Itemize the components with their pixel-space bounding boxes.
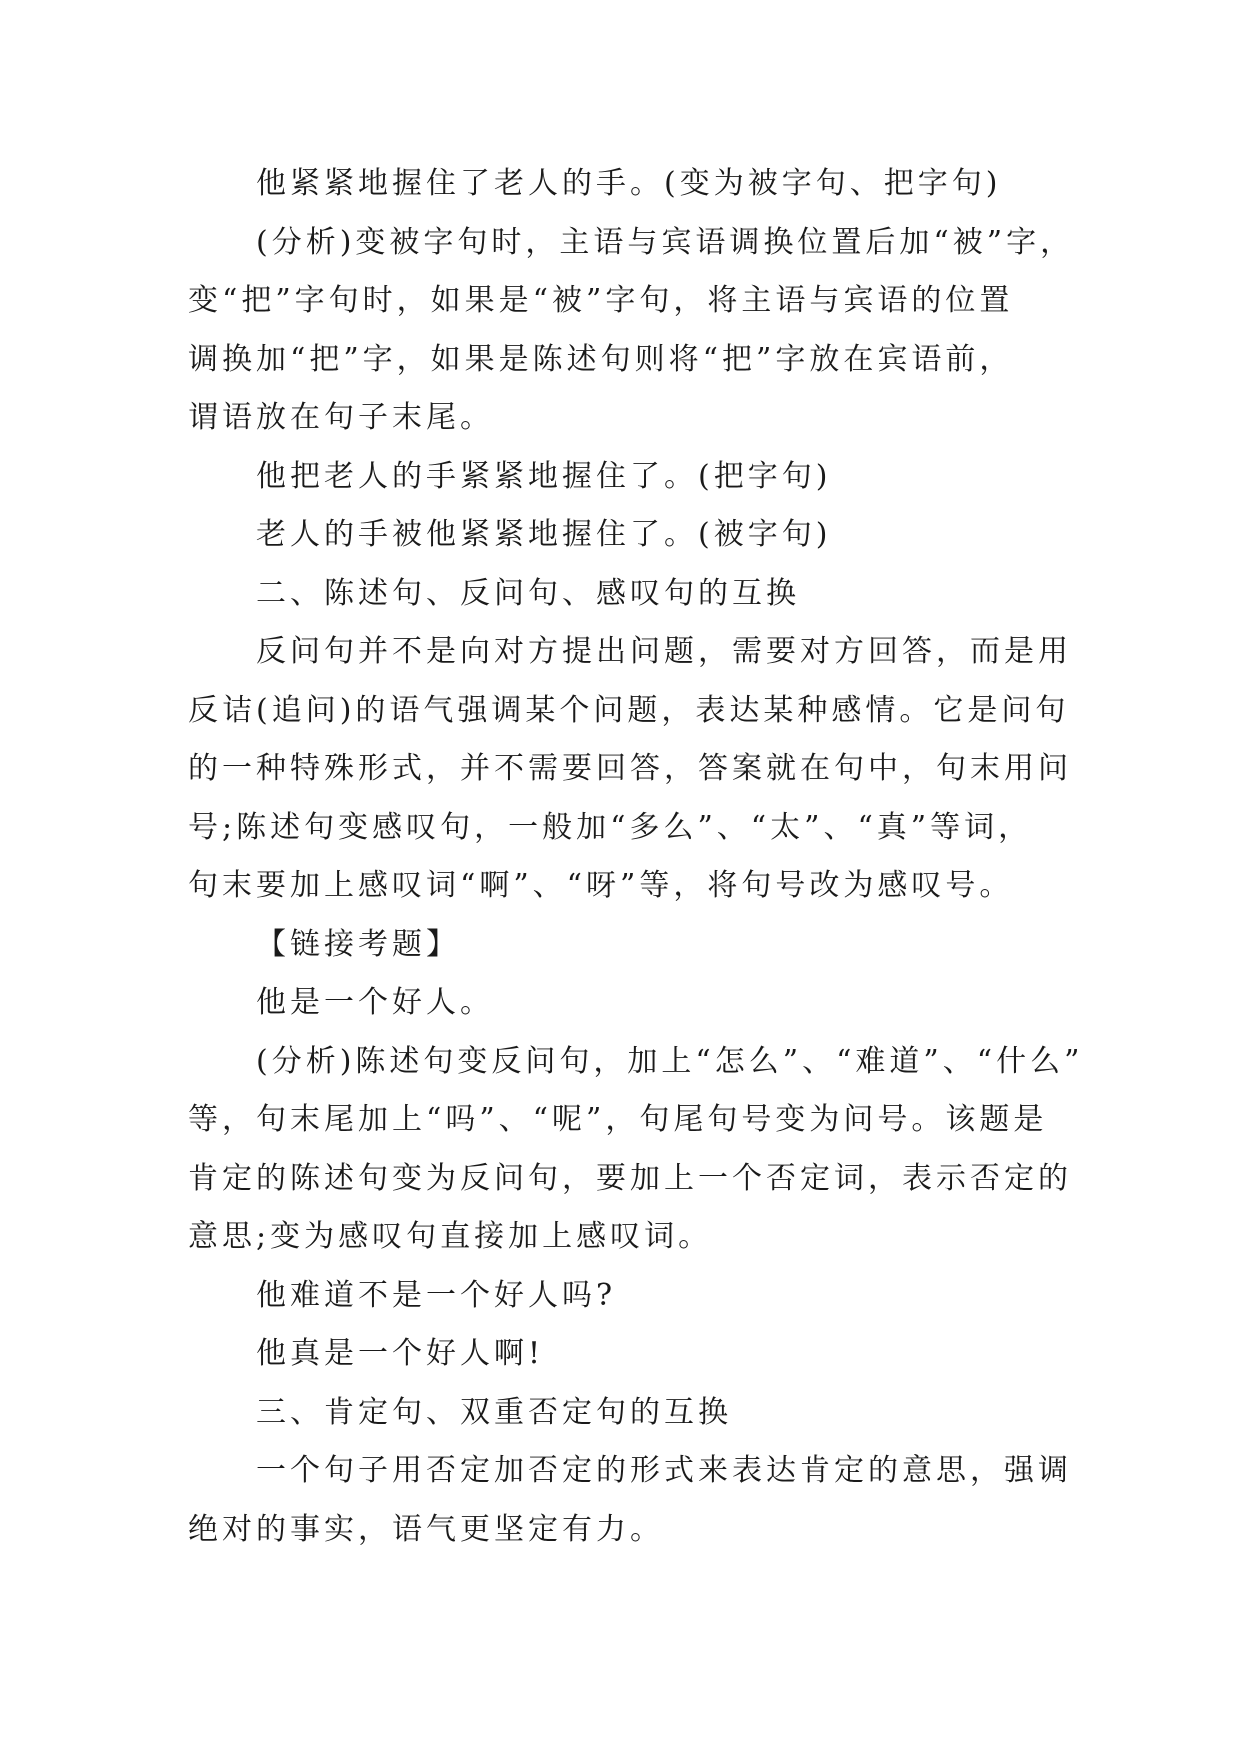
text-line: 号;陈述句变感叹句，一般加“多么”、“太”、“真”等词，	[188, 809, 1033, 845]
text-column	[188, 155, 1084, 1559]
text-line: 调换加“把”字，如果是陈述句则将“把”字放在宾语前，	[188, 341, 1014, 377]
text-line: 他紧紧地握住了老人的手。(变为被字句、把字句)	[256, 166, 1002, 201]
text-line: 一个句子用否定加否定的形式来表达肯定的意思，强调	[256, 1453, 1072, 1488]
text-line: 他难道不是一个好人吗?	[256, 1277, 617, 1313]
text-line: 意思;变为感叹句直接加上感叹词。	[188, 1219, 713, 1254]
text-line: 变“把”字句时，如果是“被”字句，将主语与宾语的位置	[188, 283, 1014, 318]
text-line: 反问句并不是向对方提出问题，需要对方回答，而是用	[256, 634, 1072, 669]
text-line: (分析)陈述句变反问句，加上“怎么”、“难道”、“什么”	[256, 1043, 1084, 1079]
text-line: (分析)变被字句时，主语与宾语调换位置后加“被”字，	[256, 224, 1075, 260]
text-line: 老人的手被他紧紧地握住了。(被字句)	[256, 517, 832, 552]
exam-link-heading: 【链接考题】	[256, 926, 460, 962]
text-line: 他是一个好人。	[256, 985, 494, 1020]
text-line: 他把老人的手紧紧地握住了。(把字句)	[256, 458, 832, 494]
text-line: 肯定的陈述句变为反问句，要加上一个否定词，表示否定的	[188, 1160, 1072, 1196]
text-line: 他真是一个好人啊!	[256, 1336, 545, 1371]
text-line: 的一种特殊形式，并不需要回答，答案就在句中，句末用问	[188, 751, 1072, 786]
section-heading: 三、肯定句、双重否定句的互换	[256, 1394, 732, 1430]
text-line: 谓语放在句子末尾。	[188, 400, 494, 435]
text-line: 反诘(追问)的语气强调某个问题，表达某种感情。它是问句	[188, 692, 1070, 728]
text-line: 等，句末尾加上“吗”、“呢”，句尾句号变为问号。该题是	[188, 1102, 1048, 1137]
text-line: 绝对的事实，语气更坚定有力。	[188, 1511, 664, 1547]
section-heading: 二、陈述句、反问句、感叹句的互换	[256, 575, 800, 611]
text-line: 句末要加上感叹词“啊”、“呀”等，将句号改为感叹号。	[188, 868, 1014, 903]
